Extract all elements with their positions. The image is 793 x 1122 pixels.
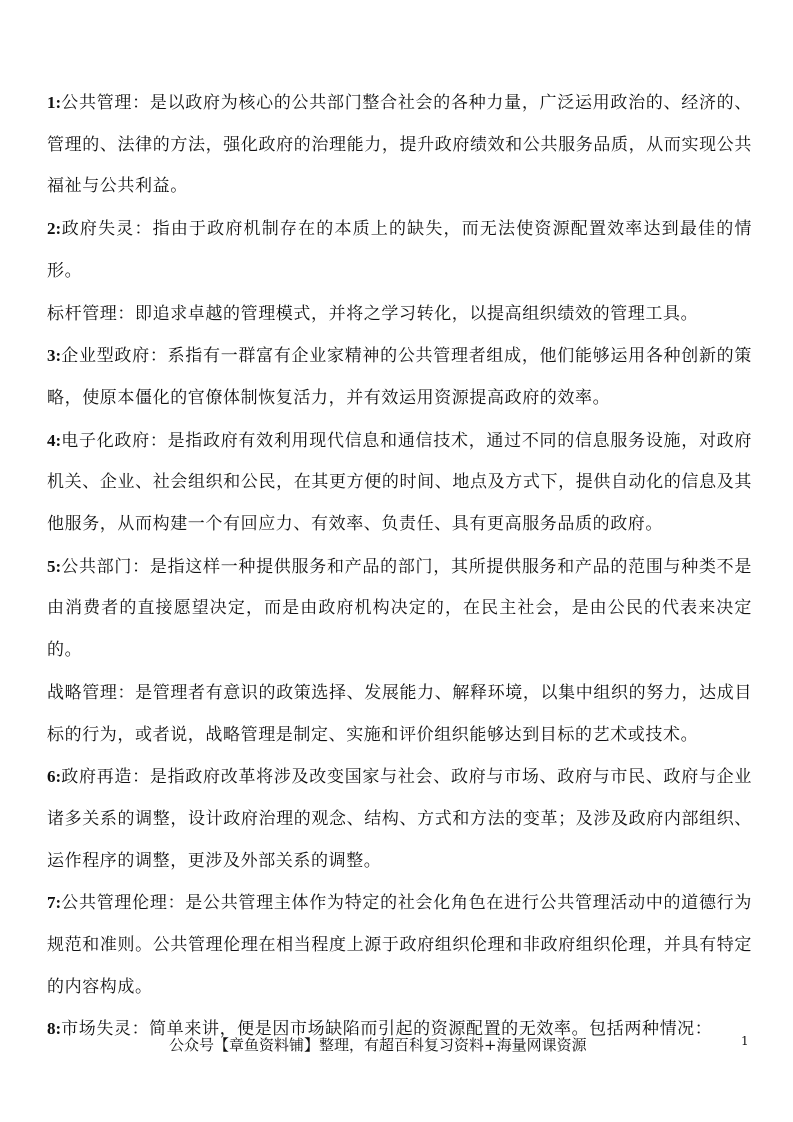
paragraph-text: 政府再造：是指政府改革将涉及改变国家与社会、政府与市场、政府与市民、政府与企业诸多关系的调整，设计政府治理的观念、结构、方式和方法的变革；及涉及政府内部组织、运作程序的调整，更涉及外部关系的调整。 <box>47 767 752 871</box>
paragraph-text: 政府失灵：指由于政府机制存在的本质上的缺失，而无法使资源配置效率达到最佳的情形。 <box>47 219 752 281</box>
paragraph-text: 市场失灵：简单来讲，便是因市场缺陷而引起的资源配置的无效率。包括两种情况： <box>61 1019 713 1040</box>
paragraph-government-reinvention <box>47 756 752 882</box>
term-number: 5: <box>47 556 62 576</box>
term-number: 7: <box>47 893 62 913</box>
paragraph-text: 标杆管理：即追求卓越的管理模式，并将之学习转化，以提高组织绩效的管理工具。 <box>47 303 699 324</box>
paragraph-public-management-ethics <box>47 882 752 1008</box>
term-number: 3: <box>47 346 62 366</box>
paragraph-public-management <box>47 82 752 208</box>
paragraph-text: 电子化政府：是指政府有效利用现代信息和通信技术，通过不同的信息服务设施，对政府机关、企业、社会组织和公民，在其更方便的时间、地点及方式下，提供自动化的信息及其他服务，从而构建一个有回应力、有效率、负责任、具有更高服务品质的政府。 <box>47 430 752 535</box>
paragraph-strategic-management <box>47 672 752 756</box>
page-number: 1 <box>741 1034 749 1048</box>
term-number: 2: <box>47 219 62 239</box>
paragraph-text: 公共管理：是以政府为核心的公共部门整合社会的各种力量，广泛运用政治的、经济的、管理的、法律的方法，强化政府的治理能力，提升政府绩效和公共服务品质，从而实现公共福祉与公共利益。 <box>47 93 752 197</box>
term-number: 4: <box>47 430 62 450</box>
paragraph-entrepreneurial-government <box>47 335 752 419</box>
paragraph-text: 企业型政府：系指有一群富有企业家精神的公共管理者组成，他们能够运用各种创新的策略，使原本僵化的官僚体制恢复活力，并有效运用资源提高政府的效率。 <box>47 346 752 408</box>
term-number: 8: <box>47 1019 62 1039</box>
paragraph-text: 公共管理伦理：是公共管理主体作为特定的社会化角色在进行公共管理活动中的道德行为规范和准则。公共管理伦理在相当程度上源于政府组织伦理和非政府组织伦理，并具有特定的内容构成。 <box>47 893 752 997</box>
paragraph-public-sector <box>47 546 752 672</box>
footer-note: 公众号【章鱼资料铺】整理，有超百科复习资料+海量网课资源 <box>169 1036 587 1054</box>
term-number: 6: <box>47 767 62 787</box>
paragraph-benchmark-management <box>47 293 752 336</box>
page-footer <box>0 1034 793 1058</box>
paragraph-government-failure <box>47 208 752 292</box>
document-body <box>47 82 752 1051</box>
term-number: 1: <box>47 93 62 112</box>
paragraph-e-government <box>47 420 752 546</box>
paragraph-text: 公共部门：是指这样一种提供服务和产品的部门，其所提供服务和产品的范围与种类不是由消费者的直接愿望决定，而是由政府机构决定的，在民主社会，是由公民的代表来决定的。 <box>47 556 752 661</box>
paragraph-text: 战略管理：是管理者有意识的政策选择、发展能力、解释环境，以集中组织的努力，达成目标的行为，或者说，战略管理是制定、实施和评价组织能够达到目标的艺术或技术。 <box>47 682 752 745</box>
